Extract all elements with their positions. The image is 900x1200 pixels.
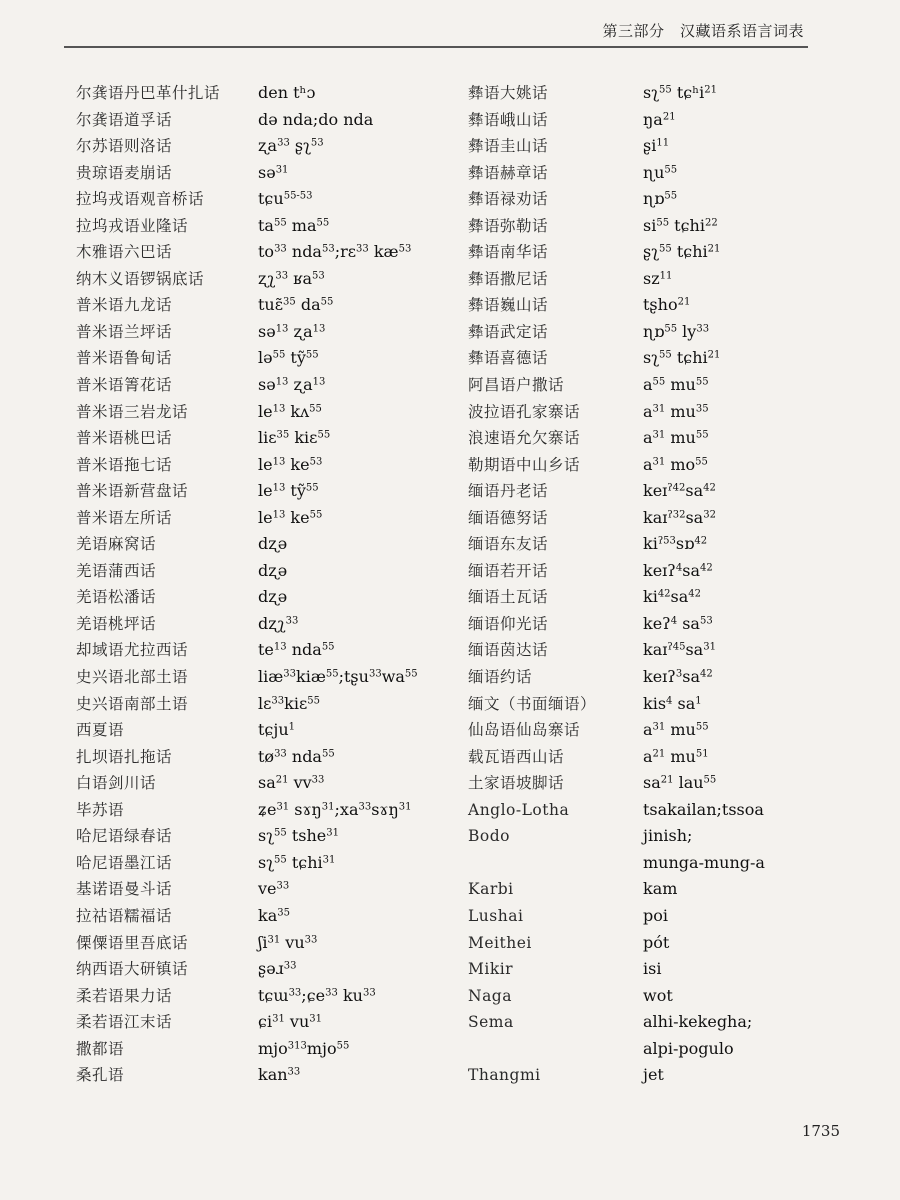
language-name: 彝语武定话 xyxy=(468,322,549,341)
entry-row xyxy=(76,876,496,903)
entry-row xyxy=(468,744,888,771)
language-name: 缅语若开话 xyxy=(468,561,549,580)
language-name: 勒期语中山乡话 xyxy=(468,455,581,474)
entry-row xyxy=(76,903,496,930)
word-form: poi xyxy=(643,905,668,925)
language-name: 柔若语江末话 xyxy=(76,1013,173,1032)
language-name: 木雅语六巴话 xyxy=(76,243,173,262)
word-form: tɕju$^1$ xyxy=(258,720,296,740)
word-form: $keɪʔ^3sa^{42}$ xyxy=(643,667,713,687)
language-name: 缅语约话 xyxy=(468,668,533,687)
entry-row xyxy=(76,956,496,983)
word-form: jinish; xyxy=(643,826,693,846)
language-name: 尔苏语则洛话 xyxy=(76,137,173,156)
word-form: tuɛ̃$^{35}$ $da^{55}$ xyxy=(258,295,334,315)
entry-row xyxy=(468,292,888,319)
word-form: den tʰɔ xyxy=(258,83,316,102)
language-name: 史兴语南部土语 xyxy=(76,694,189,713)
entry-row xyxy=(76,797,496,824)
language-name: 贵琼语麦崩话 xyxy=(76,163,173,182)
word-form: də nda;do nda xyxy=(258,109,374,129)
word-form: $ŋa^{21}$ xyxy=(643,109,676,129)
entry-row xyxy=(76,584,496,611)
word-form: sə$^{13}$ ʐa$^{13}$ xyxy=(258,375,326,395)
word-form: $a^{31}$ $mu^{55}$ xyxy=(643,720,709,740)
entry-row xyxy=(76,80,496,107)
language-name: 仙岛语仙岛寨话 xyxy=(468,721,581,740)
word-form: ɳɒ$^{55}$ xyxy=(643,189,678,209)
language-name: 载瓦语西山话 xyxy=(468,747,565,766)
word-form: $le^{13}$ kʌ$^{55}$ xyxy=(258,401,322,421)
entry-row xyxy=(76,478,496,505)
word-form: $a^{31}$ $mu^{35}$ xyxy=(643,401,709,421)
entry-row xyxy=(76,319,496,346)
language-name: Thangmi xyxy=(468,1066,541,1085)
entry-row xyxy=(76,186,496,213)
entry-row xyxy=(468,133,888,160)
entry-row xyxy=(76,531,496,558)
entry-row xyxy=(468,611,888,638)
language-name: Anglo-Lotha xyxy=(468,800,570,819)
word-form: ɕi$^{31}$ $vu^{31}$ xyxy=(258,1012,322,1032)
entry-row xyxy=(468,876,888,903)
entry-row xyxy=(468,691,888,718)
language-name: 哈尼语绿春话 xyxy=(76,827,173,846)
entry-row xyxy=(76,744,496,771)
language-name: 普米语拖七话 xyxy=(76,455,173,474)
word-form: ʐa$^{33}$ ʂʅ$^{53}$ xyxy=(258,136,324,156)
entry-row xyxy=(76,637,496,664)
language-name: Karbi xyxy=(468,880,514,899)
language-name: 普米语九龙话 xyxy=(76,296,173,315)
word-form: ʃi$^{31}$ $vu^{33}$ xyxy=(258,932,318,952)
language-name: 羌语桃坪话 xyxy=(76,614,157,633)
language-name: 基诺语曼斗话 xyxy=(76,880,173,899)
entry-row xyxy=(76,611,496,638)
word-form: $ve^{33}$ xyxy=(258,879,290,899)
word-form: lə$^{55}$ tỹ$^{55}$ xyxy=(258,348,319,368)
language-name: Bodo xyxy=(468,827,510,846)
entry-row xyxy=(76,107,496,134)
language-name: 尔龚语道孚话 xyxy=(76,110,173,129)
language-name: 缅语茵达话 xyxy=(468,641,549,660)
entry-row xyxy=(76,266,496,293)
word-form: mjo$^{313}$mjo$^{55}$ xyxy=(258,1038,350,1058)
language-name: 桑孔语 xyxy=(76,1066,125,1085)
entry-row xyxy=(76,372,496,399)
language-name: 普米语三岩龙话 xyxy=(76,402,189,421)
language-name: 土家语坡脚话 xyxy=(468,774,565,793)
entry-row xyxy=(76,425,496,452)
language-name: 普米语鲁甸话 xyxy=(76,349,173,368)
language-name: 柔若语果力话 xyxy=(76,986,173,1005)
entry-row xyxy=(468,1009,888,1036)
language-name: 缅语土瓦话 xyxy=(468,588,549,607)
language-name: 拉坞戎语业隆话 xyxy=(76,216,189,235)
entry-row xyxy=(468,797,888,824)
word-form: $keɪ^{ʔ42}sa^{42}$ xyxy=(643,481,716,501)
word-form: lɛ$^{33}$kiɛ$^{55}$ xyxy=(258,693,320,713)
language-name: 却域语尤拉西话 xyxy=(76,641,189,660)
entry-row xyxy=(468,213,888,240)
entry-row xyxy=(76,770,496,797)
language-name: 普米语左所话 xyxy=(76,508,173,527)
language-name: 阿昌语户撒话 xyxy=(468,376,565,395)
word-form: sə$^{31}$ xyxy=(258,162,289,182)
language-name: Lushai xyxy=(468,906,524,925)
entry-row xyxy=(468,478,888,505)
language-name: 普米语桃巴话 xyxy=(76,429,173,448)
language-name: 纳西语大研镇话 xyxy=(76,960,189,979)
entry-row xyxy=(76,983,496,1010)
entry-row xyxy=(76,717,496,744)
word-form: $ki^{ʔ53}sɒ^{42}$ xyxy=(643,534,708,554)
word-form: kam xyxy=(643,879,678,899)
language-name: 波拉语孔家寨话 xyxy=(468,402,581,421)
right-column xyxy=(468,80,888,1089)
language-name: 缅语丹老话 xyxy=(468,482,549,501)
language-name: 西夏语 xyxy=(76,721,125,740)
left-column xyxy=(76,80,496,1089)
word-form: alhi-kekegha; xyxy=(643,1012,753,1032)
entry-row xyxy=(468,186,888,213)
word-form: $sz^{11}$ xyxy=(643,268,673,288)
entry-row xyxy=(76,239,496,266)
word-form: $tø^{33}$ nda$^{55}$ xyxy=(258,746,335,766)
word-form: $le^{13}$ $ke^{55}$ xyxy=(258,507,323,527)
word-form: tsakailan;tssoa xyxy=(643,799,764,819)
word-form: ʂəɹ$^{33}$ xyxy=(258,959,297,979)
word-form: alpi-pogulo xyxy=(643,1038,734,1058)
language-name: 彝语喜德话 xyxy=(468,349,549,368)
entry-row xyxy=(468,239,888,266)
word-form: jet xyxy=(643,1065,664,1085)
language-name: Meithei xyxy=(468,933,532,952)
word-form: $liæ^{33}kiæ^{55};tʂu^{33}wa^{55}$ xyxy=(258,667,418,687)
word-form: $a^{55}$ $mu^{55}$ xyxy=(643,375,709,395)
language-name: 普米语箐花话 xyxy=(76,376,173,395)
entry-row xyxy=(76,823,496,850)
language-name: 彝语弥勒话 xyxy=(468,216,549,235)
language-name: 羌语蒲西话 xyxy=(76,561,157,580)
word-form: dʐə xyxy=(258,560,288,580)
entry-row xyxy=(76,160,496,187)
word-form: dʐə xyxy=(258,534,288,554)
language-name: 缅语仰光话 xyxy=(468,614,549,633)
entry-row xyxy=(468,664,888,691)
entry-row xyxy=(76,399,496,426)
word-form: $si^{55}$ tɕhi$^{22}$ xyxy=(643,215,718,235)
entry-row xyxy=(76,850,496,877)
language-name: 彝语巍山话 xyxy=(468,296,549,315)
entry-row xyxy=(76,930,496,957)
entry-row xyxy=(468,425,888,452)
word-form: isi xyxy=(643,959,662,979)
word-form: sʅ$^{55}$ tɕhi$^{31}$ xyxy=(258,852,336,872)
entry-row xyxy=(468,1036,888,1063)
entry-row xyxy=(468,266,888,293)
word-form: munga-mung-a xyxy=(643,852,765,872)
language-name: 拉祜语糯福话 xyxy=(76,906,173,925)
word-form: tɕu$^{55-53}$ xyxy=(258,189,313,209)
entry-row xyxy=(76,1062,496,1089)
language-name: 白语剑川话 xyxy=(76,774,157,793)
language-name: Sema xyxy=(468,1013,514,1032)
word-form: ɳu$^{55}$ xyxy=(643,162,678,182)
entry-row xyxy=(468,983,888,1010)
page-number: 1735 xyxy=(801,1122,840,1140)
language-name: 彝语赫章话 xyxy=(468,163,549,182)
entry-row xyxy=(468,399,888,426)
entry-row xyxy=(468,770,888,797)
word-form: $to^{33}$ nda$^{53}$;rɛ$^{33}$ $kæ^{53}$ xyxy=(258,242,412,262)
word-form: ʂʅ$^{55}$ tɕhi$^{21}$ xyxy=(643,242,721,262)
entry-row xyxy=(76,691,496,718)
word-form: dʐʅ$^{33}$ xyxy=(258,613,299,633)
word-form: $ka^{35}$ xyxy=(258,905,290,925)
entry-row xyxy=(76,505,496,532)
entry-row xyxy=(468,584,888,611)
entry-row xyxy=(468,531,888,558)
word-form: ɳɒ$^{55}$ $ly^{33}$ xyxy=(643,321,710,341)
word-form: $te^{13}$ nda$^{55}$ xyxy=(258,640,335,660)
word-form: pót xyxy=(643,932,670,952)
entry-row xyxy=(468,850,888,877)
language-name: 尔龚语丹巴革什扎话 xyxy=(76,84,221,102)
word-form: $a^{21}$ $mu^{51}$ xyxy=(643,746,709,766)
word-form: tɕɯ$^{33}$;ɕe$^{33}$ $ku^{33}$ xyxy=(258,985,376,1005)
language-name: 撒都语 xyxy=(76,1039,125,1058)
word-form: ʐʅ$^{33}$ ʁa$^{53}$ xyxy=(258,268,325,288)
language-name: 普米语新营盘话 xyxy=(76,482,189,501)
entry-row xyxy=(76,1036,496,1063)
language-name: 拉坞戎语观音桥话 xyxy=(76,190,205,209)
entry-row xyxy=(468,319,888,346)
entry-row xyxy=(76,213,496,240)
word-form: $ta^{55}$ $ma^{55}$ xyxy=(258,215,330,235)
language-name: 扎坝语扎拖话 xyxy=(76,747,173,766)
language-name: 彝语南华话 xyxy=(468,243,549,262)
entry-row xyxy=(468,956,888,983)
language-name: 傈僳语里吾底话 xyxy=(76,933,189,952)
entry-row xyxy=(468,717,888,744)
header-rule xyxy=(64,46,808,48)
word-form: liɛ$^{35}$ kiɛ$^{55}$ xyxy=(258,428,331,448)
language-name: 彝语圭山话 xyxy=(468,137,549,156)
word-form: ʑe$^{31}$ $sɤŋ^{31};xa^{33}sɤŋ^{31}$ xyxy=(258,799,412,819)
language-name: 史兴语北部土语 xyxy=(76,668,189,687)
entry-row xyxy=(76,345,496,372)
entry-row xyxy=(468,107,888,134)
entry-row xyxy=(468,1062,888,1089)
entry-row xyxy=(468,903,888,930)
language-name: 彝语峨山话 xyxy=(468,110,549,129)
entry-row xyxy=(468,345,888,372)
entry-row xyxy=(76,558,496,585)
word-form: sʅ$^{55}$ tɕʰi$^{21}$ xyxy=(643,83,717,102)
language-name: 纳木义语锣锅底话 xyxy=(76,269,205,288)
language-name: Mikir xyxy=(468,960,514,979)
word-form: $a^{31}$ $mo^{55}$ xyxy=(643,454,708,474)
language-name: 羌语麻窝话 xyxy=(76,535,157,554)
entry-row xyxy=(468,823,888,850)
language-name: Naga xyxy=(468,986,512,1005)
word-form: tʂho$^{21}$ xyxy=(643,295,691,315)
word-form: sʅ$^{55}$ tɕhi$^{21}$ xyxy=(643,348,721,368)
word-form: keʔ$^4$ $sa^{53}$ xyxy=(643,613,713,633)
entry-row xyxy=(76,292,496,319)
language-name: 彝语大姚话 xyxy=(468,84,549,102)
word-form: $kaɪ^{ʔ32}sa^{32}$ xyxy=(643,507,716,527)
entry-row xyxy=(76,1009,496,1036)
language-name: 浪速语允欠寨话 xyxy=(468,429,581,448)
running-header: 第三部分 汉藏语系语言词表 xyxy=(602,22,804,40)
entry-row xyxy=(76,664,496,691)
word-form: $a^{31}$ $mu^{55}$ xyxy=(643,428,709,448)
word-form: $ki^{42}sa^{42}$ xyxy=(643,587,702,607)
word-form: dʐə xyxy=(258,587,288,607)
entry-row xyxy=(468,505,888,532)
entry-row xyxy=(468,372,888,399)
language-name: 缅语东友话 xyxy=(468,535,549,554)
word-form: kan$^{33}$ xyxy=(258,1065,301,1085)
language-name: 普米语兰坪话 xyxy=(76,322,173,341)
language-name: 哈尼语墨江话 xyxy=(76,853,173,872)
entry-row xyxy=(468,452,888,479)
entry-row xyxy=(76,133,496,160)
word-form: kis$^4$ $sa^1$ xyxy=(643,693,702,713)
word-form: sʅ$^{55}$ tshe$^{31}$ xyxy=(258,826,339,846)
entry-row xyxy=(468,80,888,107)
entry-row xyxy=(468,930,888,957)
word-form: sə$^{13}$ ʐa$^{13}$ xyxy=(258,321,326,341)
language-name: 缅文（书面缅语） xyxy=(468,694,597,713)
word-form: $keɪʔ^4sa^{42}$ xyxy=(643,560,713,580)
entry-row xyxy=(468,637,888,664)
word-form: $kaɪ^{ʔ45}sa^{31}$ xyxy=(643,640,716,660)
word-form: $le^{13}$ $ke^{53}$ xyxy=(258,454,323,474)
entry-row xyxy=(468,160,888,187)
word-form: ʂi$^{11}$ xyxy=(643,136,670,156)
entry-row xyxy=(76,452,496,479)
word-form: $sa^{21}$ $vv^{33}$ xyxy=(258,773,325,793)
language-name: 彝语撒尼话 xyxy=(468,269,549,288)
word-form: $le^{13}$ tỹ$^{55}$ xyxy=(258,481,319,501)
language-name: 羌语松潘话 xyxy=(76,588,157,607)
word-form: $sa^{21}$ lau$^{55}$ xyxy=(643,773,717,793)
word-form: wot xyxy=(643,985,673,1005)
language-name: 彝语禄劝话 xyxy=(468,190,549,209)
language-name: 缅语德努话 xyxy=(468,508,549,527)
language-name: 毕苏语 xyxy=(76,800,125,819)
entry-row xyxy=(468,558,888,585)
